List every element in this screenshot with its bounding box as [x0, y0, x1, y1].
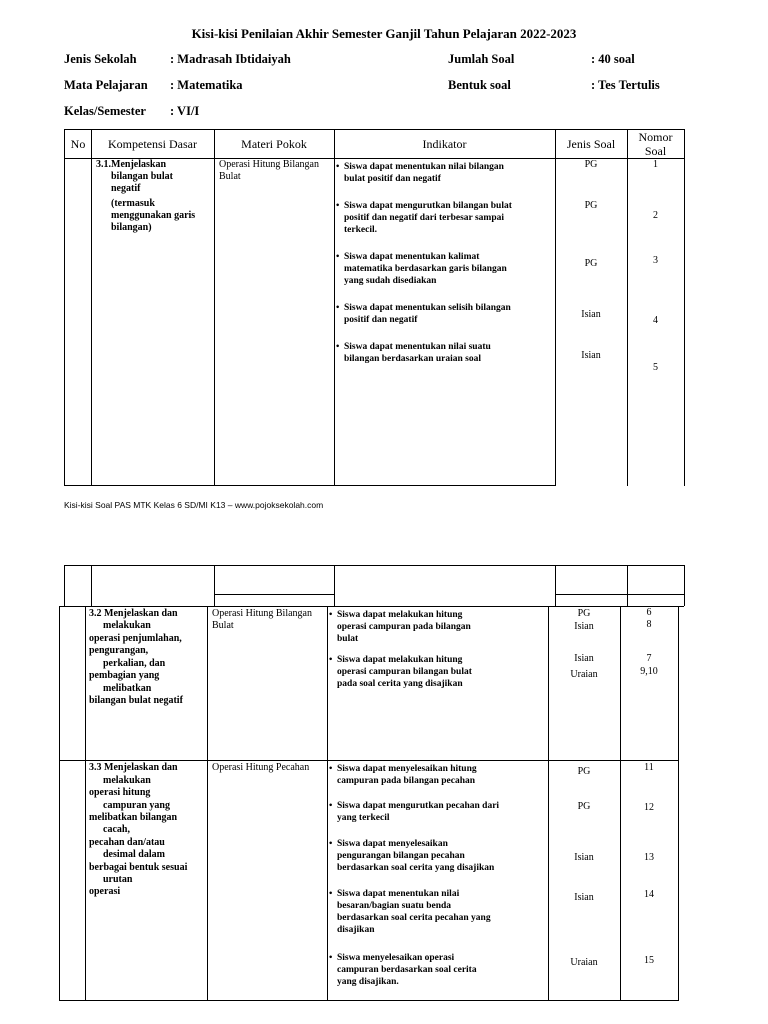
indikator-item: • Siswa dapat melakukan hitung operasi campuran pada bilangan bulat [329, 609, 471, 645]
kd-3-3-line: berbagai bentuk sesuai [89, 862, 188, 873]
jumlah-soal-label: Jumlah Soal [448, 52, 515, 66]
kd-3-2-line: pengurangan, [89, 645, 149, 656]
kd-3-2-line: operasi penjumlahan, [89, 633, 182, 644]
page-footer: Kisi-kisi Soal PAS MTK Kelas 6 SD/MI K13 – www.pojoksekolah.com [64, 500, 324, 510]
kd-3-3-line: operasi [89, 886, 121, 897]
jenis-soal: PG [584, 258, 598, 269]
kd-3-1-line: menggunakan garis [111, 210, 196, 221]
indikator-item: • Siswa dapat menentukan nilai bilangan bulat positif dan negatif [336, 161, 504, 185]
jenis-sekolah-value: : Madrasah Ibtidaiyah [170, 52, 291, 66]
header-kompetensi-dasar: Kompetensi Dasar [108, 137, 197, 151]
header-nomor: Nomor [638, 130, 673, 144]
nomor-soal: 6 [646, 607, 652, 618]
kd-3-2-line: bilangan bulat negatif [89, 695, 183, 706]
kd-3-3-line: melibatkan bilangan [89, 812, 178, 823]
indikator-item: • Siswa dapat mengurutkan bilangan bulat positif dan negatif dari terbesar sampai terkecil. [336, 200, 512, 236]
jenis-soal: PG [577, 766, 591, 777]
page-title: Kisi-kisi Penilaian Akhir Semester Ganjil Tahun Pelajaran 2022-2023 [191, 26, 577, 41]
jenis-soal: Isian [574, 892, 594, 903]
bentuk-soal-label: Bentuk soal [448, 78, 511, 92]
nomor-soal: 7 [646, 653, 652, 664]
jenis-soal: Uraian [570, 957, 598, 968]
indikator-item: • Siswa dapat menentukan nilai suatu bilangan berdasarkan uraian soal [336, 341, 491, 365]
indikator-item: • Siswa dapat menentukan kalimat matematika berdasarkan garis bilangan yang sudah disediakan [336, 251, 507, 287]
nomor-soal: 13 [644, 852, 654, 863]
header-materi-pokok: Materi Pokok [241, 137, 307, 151]
jenis-soal: Isian [574, 852, 594, 863]
indikator-item: • Siswa dapat melakukan hitung operasi campuran bilangan bulat pada soal cerita yang disajikan [329, 654, 472, 690]
indikator-item: • Siswa dapat menyelesaikan hitung campuran pada bilangan pecahan [329, 763, 477, 787]
kd-3-2-line: melakukan [103, 620, 151, 631]
nomor-soal: 5 [653, 362, 658, 373]
jenis-soal: Isian [581, 350, 601, 361]
jenis-soal: Uraian [570, 669, 598, 680]
jenis-soal: PG [584, 200, 598, 211]
jenis-soal: Isian [581, 309, 601, 320]
header-no: No [70, 137, 86, 151]
indikator-item: • Siswa dapat menyelesaikan pengurangan bilangan pecahan berdasarkan soal cerita yang disajikan [329, 838, 494, 874]
nomor-soal: 4 [653, 315, 658, 326]
kd-3-3-line: 3.3 Menjelaskan dan [89, 762, 178, 773]
jenis-sekolah-label: Jenis Sekolah [64, 52, 137, 66]
bentuk-soal-value: : Tes Tertulis [591, 78, 660, 92]
nomor-soal: 15 [644, 955, 654, 966]
kd-3-1-line: negatif [111, 183, 141, 194]
nomor-soal: 12 [644, 802, 654, 813]
header-jenis-soal: Jenis Soal [566, 137, 616, 151]
kd-3-3-line: urutan [103, 874, 133, 885]
kd-3-2-line: 3.2 Menjelaskan dan [89, 608, 178, 619]
nomor-soal: 11 [644, 762, 654, 773]
materi-pokok-1: Operasi Hitung Bilangan [219, 159, 319, 170]
indikator-item: • Siswa menyelesaikan operasi campuran berdasarkan soal cerita yang disajikan. [329, 952, 477, 988]
indikator-item: • Siswa dapat menentukan nilai besaran/bagian suatu benda berdasarkan soal cerita pecahan yang disajikan [329, 888, 491, 936]
kd-3-2-line: melibatkan [103, 683, 152, 694]
materi-pokok-3: Operasi Hitung Pecahan [212, 762, 310, 773]
kd-3-3-line: operasi hitung [89, 787, 151, 798]
indikator-item: • Siswa dapat menentukan selisih bilangan positif dan negatif [336, 302, 511, 326]
indikator-item: • Siswa dapat mengurutkan pecahan dari yang terkecil [329, 800, 499, 824]
materi-pokok-1: Bulat [219, 171, 241, 182]
jumlah-soal-value: : 40 soal [591, 52, 635, 66]
jenis-soal: Isian [574, 653, 594, 664]
materi-pokok-2: Bulat [212, 620, 234, 631]
kd-3-3-line: pecahan dan/atau [89, 837, 165, 848]
jenis-soal: PG [577, 608, 591, 619]
kd-3-1-line: 3.1.Menjelaskan [96, 159, 166, 170]
header-indikator: Indikator [422, 137, 467, 151]
kd-3-3-line: desimal dalam [103, 849, 165, 860]
jenis-soal: Isian [574, 621, 594, 632]
mata-pelajaran-label: Mata Pelajaran [64, 78, 148, 92]
nomor-soal: 3 [653, 255, 658, 266]
nomor-soal: 9,10 [640, 666, 658, 677]
kd-3-2-line: perkalian, dan [103, 658, 166, 669]
kd-3-3-line: campuran yang [103, 800, 170, 811]
kelas-label: Kelas/Semester [64, 104, 146, 118]
materi-pokok-2: Operasi Hitung Bilangan [212, 608, 312, 619]
jenis-soal: PG [584, 159, 598, 170]
kd-3-1-line: (termasuk [111, 198, 155, 209]
mata-pelajaran-value: : Matematika [170, 78, 243, 92]
kelas-value: : VI/I [170, 104, 200, 118]
kd-3-3-line: cacah, [103, 824, 130, 835]
kd-3-3-line: melakukan [103, 775, 151, 786]
nomor-soal: 8 [646, 619, 652, 630]
kd-3-1-line: bilangan bulat [111, 171, 173, 182]
header-soal: Soal [644, 144, 667, 158]
nomor-soal: 2 [653, 210, 658, 221]
jenis-soal: PG [577, 801, 591, 812]
kd-3-2-line: pembagian yang [89, 670, 160, 681]
nomor-soal: 14 [644, 889, 654, 900]
kd-3-1-line: bilangan) [111, 222, 152, 233]
nomor-soal: 1 [653, 159, 658, 170]
